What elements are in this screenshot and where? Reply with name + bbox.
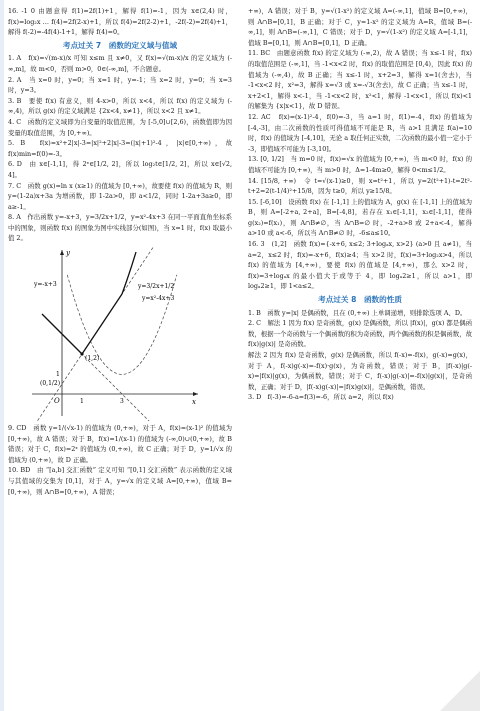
parabola-solid-part [122, 252, 136, 294]
function-graph [26, 246, 202, 421]
answer-10: 10. BD 由 “[a,b] 交汇函数” 定义可知 “[0,1] 交汇函数” 表示函数的定义域与其值域的交集为 [0,1]，对于 A，y=√x 的定义域 A=[0,+∞)，值域 B=[0,+∞)，则 A∩B=[0,+∞)，A 错误； [8, 466, 232, 496]
s8-answer-2-method2: 解法 2 因为 f(x) 是奇函数，g(x) 是偶函数，所以 f(-x)=-f(x)，g(-x)=g(x)，对于 A，f(-x)g(-x)=-f(x)·g(x)，为奇函数，错误；对于 B，|f(-x)|g(-x)=|f(x)|g(x)，为偶函数，错误；对于 C，f(-x)|g(-x)|=-f(x)|g(x)|，是奇函数，正确；对于 D，|f(-x)g(-x)|=|f(x)g(x)|，是偶函数，错误。 [248, 351, 472, 391]
answer-3: 3. B 要使 f(x) 有意义，则 4-x>0，所以 x<4，所以 f(x) 的定义域为 (-∞,4)，所以 g(x) 的定义域满足 {2x<4, x≠1}，所以 x<2 且 x≠1。 [8, 96, 232, 116]
left-column [8, 6, 232, 497]
answer-12: 12. AC f(x)=(x-1)²-4，f(0)=-3，当 a=1 时，f(1)=-4，f(x) 的值域为 [-4,-3]，由二次函数的性质可得值域不可能是 R，当 a>1 且满足 f(a)=10 时，f(x) 的值域为 [-4,10]，无论 a 取任何正实数，二次函数的最小值一定小于 -3，即值域不可能为 [-3,10]。 [248, 112, 472, 153]
s8-answer-2: 2. C 解法 1 因为 f(x) 是奇函数，g(x) 是偶函数，所以 |f(x)|，g(x) 都是偶函数，根据一个奇函数与一个偶函数的积为奇函数，两个偶函数的积是偶函数，故 f(x)|g(x)| 是奇函数。 [248, 319, 472, 349]
answer-1: 1. A f(x)=√(m-x)/x 可知 x≤m 且 x≠0，又 f(x)=√(m-x)/x 的定义域为 (-∞,m]，故 m<0，否则 m>0，0∈(-∞,m]，不合题意。 [8, 54, 232, 73]
tick-y-1: 1 [56, 371, 60, 379]
line-decreasing-dashed [42, 314, 162, 421]
intercept-label: (0,1/2) [40, 380, 61, 388]
s8-answer-1: 1. B 函数 y=|x| 是偶函数，且在 (0,+∞) 上单调递增，则排除选项 A、D。 [248, 308, 467, 317]
parabola-label: y=x²-4x+3 [142, 295, 175, 303]
answer-14: 14. [15/8, +∞) 令 t=√(x-1)≥0，则 x=t²+1，所以 y=2(t²+1)-t=2t²-t+2=2(t-1/4)²+15/8，因为 t≥0，所以 y≥15/8。 [248, 176, 472, 196]
x-axis-arrow [193, 392, 198, 396]
answer-5: 5. B f(x)=x²+2|x|-3=|x|²+2|x|-3=(|x|+1)²-4，|x|∈[0,+∞)，故 f(x)min=f(0)=-3。 [8, 139, 232, 158]
section-title-7: 考点过关 7 函数的定义域与值域 [62, 40, 178, 50]
tick-x-1: 1 [80, 398, 84, 406]
corner-fold-shape [440, 671, 480, 711]
line1-label: y=-x+3 [34, 281, 57, 289]
y-axis-label: y [66, 249, 70, 258]
page-corner-fold [440, 671, 480, 711]
answer-8: 8. A 作出函数 y=-x+3，y=3/2x+1/2，y=x²-4x+3 在同一平面直角坐标系中的图象，则函数 f(x) 的图象为图中实线部分(如图)，当 x=1 时，f(x) 取最小值 2。 [8, 213, 232, 243]
y-axis-arrow [60, 250, 64, 255]
answer-11: 11. BC 由题意函数 f(x) 的定义域为 (-∞,2)，故 A 错误；当 x≤-1 时，f(x) 的取值范围是 (-∞,1]，当 -1<x<2 时，f(x) 的取值范围是 [0,4)，因此 f(x) 的值域为 (-∞,4)，故 B 正确；当 x≤-1 时，x+2=3，解得 x=1(舍去)，当 -1<x<2 时，x²=3，解得 x=√3 或 x=-√3(舍去)，故 C 正确；当 x≤-1 时，x+2<1，解得 x<-1，当 -1<x<2 时，x²<1，解得 -1<x<1，所以 f(x)<1 的解集为 {x|x<1}，故 D 错误。 [248, 49, 472, 111]
line-increasing-dashed [32, 246, 162, 421]
min-point-marker [80, 352, 83, 355]
answer-16: 16. 3 (1,2] 函数 f(x)={-x+6, x≤2; 3+logₐx, x>2} (a>0 且 a≠1)，当 a=2，x≤2 时，f(x)=-x+6，f(x)≥4；当 x>2 时，f(x)=3+log₂x>4，所以 f(x) 的值域为 [4,+∞)，要使 f(x) 的值域是 [4,+∞)，那么 x>2 时，f(x)=3+logₐx 的最小值大于或等于 4，即 logₐ2≥1，所以 a>1，即 logₐ2≥1，即 1<a≤2。 [248, 240, 472, 291]
answer-6: 6. D 由 x∈[-1,1]，得 2ˣ∈[1/2, 2]，所以 log₂t∈[1/2, 2]，所以 x∈[√2, 4]。 [8, 160, 232, 179]
page-margin-strip [0, 0, 4, 711]
line-increasing-solid [82, 294, 122, 354]
min-point-label: (1,2) [85, 355, 100, 363]
section-title-8: 考点过关 8 函数的性质 [318, 295, 402, 305]
answer-15: 15. [-6,10] 设函数 f(x) 在 [-1,1] 上的值域为 A，g(x) 在 [-1,1] 上的值域为 B，则 A=[-2+a, 2+a]，B=[-4,8]，若存在 x₁∈[-1,1]，x₂∈[-1,1]，使得 g(x₂)=f(x₁)，则 A∩B≠∅，当 A∩B=∅ 时，-2+a>8 或 2+a<-4，解得 a>10 或 a<-6，所以当 A∩B≠∅ 时，-6≤a≤10。 [248, 197, 472, 238]
answer-2: 2. A 当 x=0 时，y=0；当 x=1 时，y=-1；当 x=2 时，y=0；当 x=3 时，y=3。 [8, 75, 232, 95]
line2-label: y=3/2x+1/2 [138, 283, 175, 291]
tick-x-3: 3 [120, 398, 124, 406]
answer-4: 4. C 函数的定义域即为自变量的取值范围，为 [-5,0]∪[2,6)，函数值即为因变量的取值范围，为 [0,+∞)。 [8, 117, 232, 137]
answer-10-cont: +∞)，A 错误；对于 B，y=√(1-x²) 的定义域 A=(-∞,1]，值域 B=[0,+∞)，则 A∩B=[0,1]，B 正确；对于 C，y=1-x² 的定义域为 A=R，值域 B=(-∞,1]，则 A∩B=(-∞,1]，C 错误；对于 D，y=√(1-x²) 的定义域 A=[-1,1]，值域 B=[0,1]，则 A∩B=[0,1]，D 正确。 [248, 7, 472, 47]
origin-label: O [54, 397, 60, 406]
s8-answer-3: 3. D f(-3)=-6-a=f(3)=-6，所以 a=2，所以 f(x) [248, 393, 394, 402]
x-axis-label: x [192, 398, 196, 407]
answer-13: 13. [0, 1/2] 当 m=0 时，f(x)=√x 的值域为 [0,+∞)，当 m<0 时，f(x) 的值域不可能为 [0,+∞)，当 m>0 时，Δ=1-4m≥0，解得 0<m≤1/2。 [248, 155, 472, 174]
right-column [248, 6, 472, 403]
answer-16-prev: 16. -1 0 由题意得 f(1)=2f(1)+1，解得 f(1)=-1，因为 x∈(2,4) 时，f(x)=log₂x … f(4)=2f(2-x)+1，所以 f(4)=2f(2-2)+1，-2f(-2)=2f(4)+1，解得 f(-2)=-4f(4)-1+1，解得 f(4)=0。 [8, 7, 232, 37]
answer-7: 7. C 函数 g(x)=ln x (x≥1) 的值域为 [0,+∞)，故要使 f(x) 的值域为 R，则 y=(1-2a)x+3a 为增函数，即 1-2a>0，即 a<1/2，同时 1-2a+3a≥0，即 a≥-1。 [8, 181, 232, 211]
answer-9: 9. CD 函数 y=1/(√x-1) 的值域为 (0,+∞)，对于 A，f(x)=(x-1)² 的值域为 [0,+∞)，故 A 错误；对于 B，f(x)=1/(x-1) 的值域为 (-∞,0)∪(0,+∞)，故 B 错误；对于 C，f(x)=2ˣ 的值域为 (0,+∞)，故 C 正确；对于 D，y=1/√x 的值域为 (0,+∞)，故 D 正确。 [8, 424, 232, 464]
